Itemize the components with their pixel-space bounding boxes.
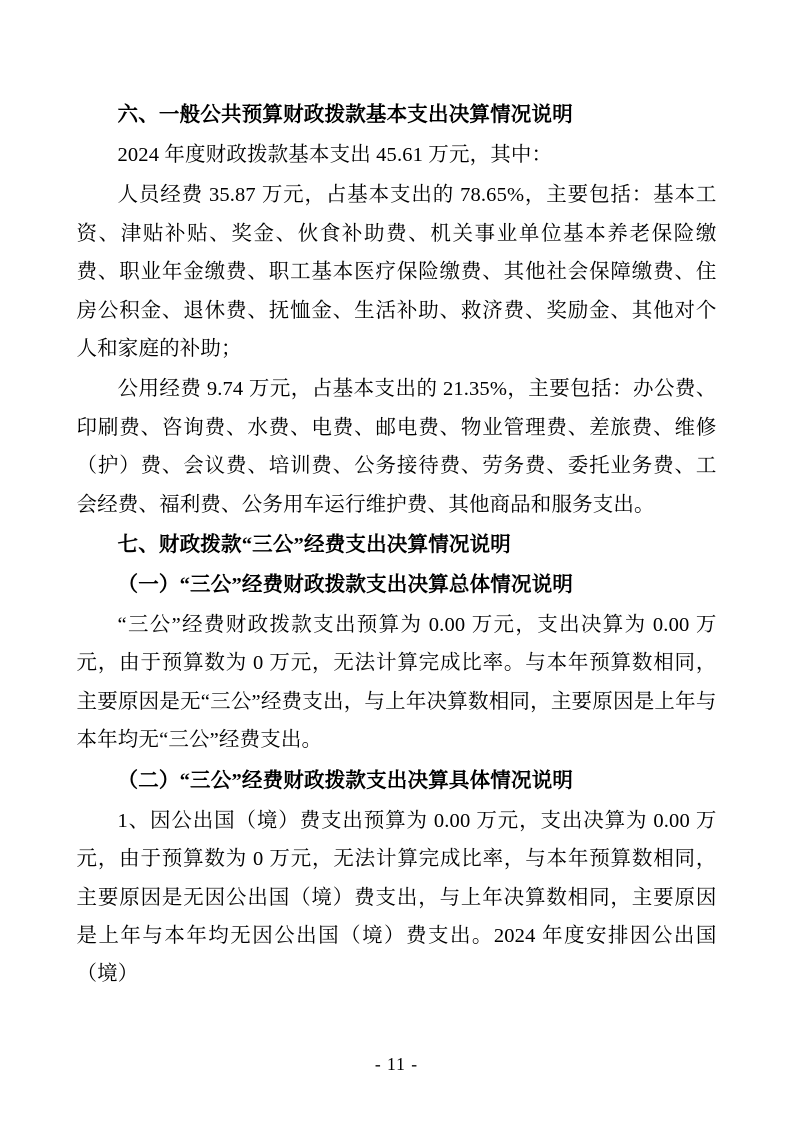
section-heading-six: 六、一般公共预算财政拨款基本支出决算情况说明 [117,104,573,126]
subsection-heading-two: （二）“三公”经费财政拨款支出决算具体情况说明 [117,769,574,792]
paragraph-overseas-travel-expenses: 1、因公出国（境）费支出预算为 0.00 万元，支出决算为 0.00 万元，由于预算数为 0 万元，无法计算完成比率，与本年预算数相同，主要原因是无因公出国（境）费支出，与上年决算数相同，主要原因是上年与本年均无因公出国（境）费支出。2024 年度安排因公出国（境） [76,809,717,986]
page-number: - 11 - [374,1054,419,1074]
paragraph-personnel-expenses: 人员经费 35.87 万元，占基本支出的 78.65%，主要包括：基本工资、津贴补贴、奖金、伙食补助费、机关事业单位基本养老保险缴费、职业年金缴费、职工基本医疗保险缴费、其他社会保障缴费、住房公积金、退休费、抚恤金、生活补助、救济费、奖励金、其他对个人和家庭的补助； [76,184,717,361]
paragraph-basic-expenditure-total: 2024 年度财政拨款基本支出 45.61 万元，其中： [117,144,553,166]
section-heading-seven: 七、财政拨款“三公”经费支出决算情况说明 [117,534,511,557]
paragraph-three-public-overall: “三公”经费财政拨款支出预算为 0.00 万元，支出决算为 0.00 万元，由于预算数为 0 万元，无法计算完成比率。与本年预算数相同，主要原因是无“三公”经费支出，与上年决算数相同，主要原因是上年与本年均无“三公”经费支出。 [76,614,717,752]
subsection-heading-one: （一）“三公”经费财政拨款支出决算总体情况说明 [117,574,574,597]
paragraph-public-expenses: 公用经费 9.74 万元，占基本支出的 21.35%，主要包括：办公费、印刷费、咨询费、水费、电费、邮电费、物业管理费、差旅费、维修（护）费、会议费、培训费、公务接待费、劳务费、委托业务费、工会经费、福利费、公务用车运行维护费、其他商品和服务支出。 [76,378,717,516]
document-body [77,96,717,994]
